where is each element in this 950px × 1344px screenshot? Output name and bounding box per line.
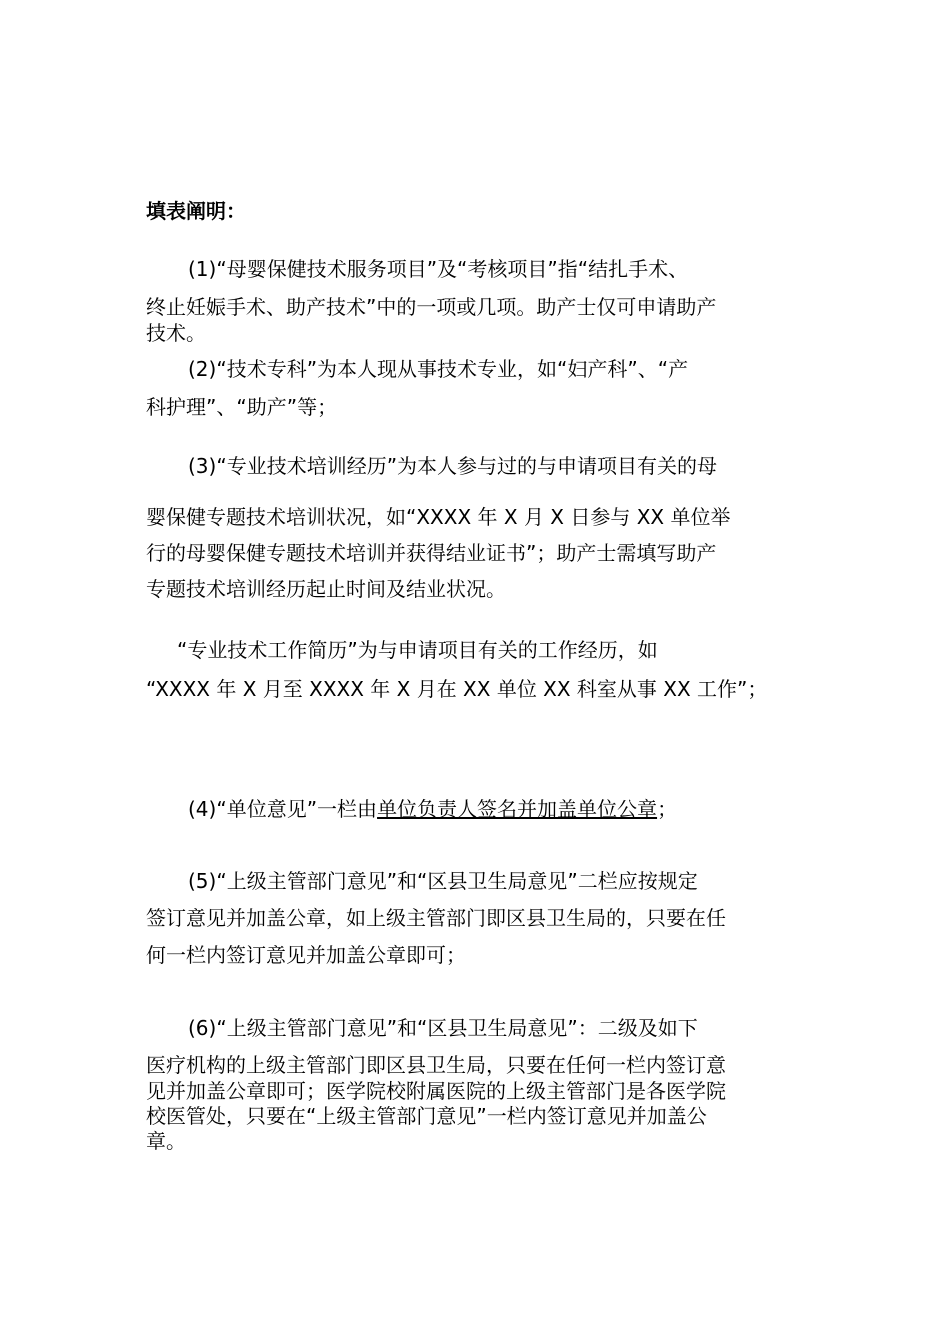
item-1-line-2: 终止妊娠手术、助产技术”中的一项或几项。助产士仅可申请助产 [146, 295, 717, 319]
item-1-line-3: 技术。 [146, 321, 206, 345]
item-2-line-2: 科护理”、“助产”等； [146, 395, 338, 419]
item-4-text-post: ； [657, 797, 678, 821]
item-5-line-2: 签订意见并加盖公章，如上级主管部门即区县卫生局的，只要在任 [146, 906, 726, 930]
item-3-line-3: 行的母婴保健专题技术培训并获得结业证书”；助产士需填写助产 [146, 541, 717, 565]
item-5-line-3: 何一栏内签订意见并加盖公章即可； [146, 943, 466, 967]
work-history-line-1: “专业技术工作简历”为与申请项目有关的工作经历，如 [177, 638, 658, 662]
item-6-line-4: 校医管处，只要在“上级主管部门意见”一栏内签订意见并加盖公 [146, 1104, 707, 1128]
item-3-line-4: 专题技术培训经历起止时间及结业状况。 [146, 577, 506, 601]
item-6-line-2: 医疗机构的上级主管部门即区县卫生局，只要在任何一栏内签订意 [146, 1053, 726, 1077]
item-4-underlined-text: 单位负责人签名并加盖单位公章 [377, 797, 658, 821]
item-3-line-1: (3)“专业技术培训经历”为本人参与过的与申请项目有关的母 [188, 454, 718, 478]
item-6-line-1: (6)“上级主管部门意见”和“区县卫生局意见”：二级及如下 [188, 1016, 698, 1040]
item-4-text-pre: (4)“单位意见”一栏由 [188, 797, 378, 821]
item-6-line-5: 章。 [146, 1129, 186, 1153]
item-5-line-1: (5)“上级主管部门意见”和“区县卫生局意见”二栏应按规定 [188, 869, 698, 893]
work-history-line-2: “XXXX 年 X 月至 XXXX 年 X 月在 XX 单位 XX 科室从事 XX 工作”； [146, 677, 768, 701]
item-3-line-2: 婴保健专题技术培训状况，如“XXXX 年 X 月 X 日参与 XX 单位举 [146, 505, 731, 529]
item-2-line-1: (2)“技术专科”为本人现从事技术专业，如“妇产科”、“产 [188, 357, 689, 381]
item-4-line-1 [188, 797, 677, 821]
item-6-line-3: 见并加盖公章即可；医学院校附属医院的上级主管部门是各医学院 [146, 1079, 726, 1103]
instructions-heading: 填表阐明： [146, 199, 246, 223]
item-1-line-1: (1)“母婴保健技术服务项目”及“考核项目”指“结扎手术、 [188, 257, 689, 281]
